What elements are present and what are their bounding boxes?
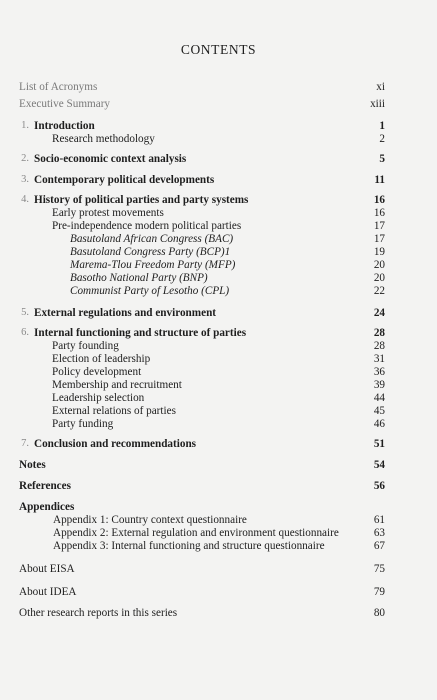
toc-page-number: 44: [373, 392, 385, 404]
toc-page-number: 16: [373, 194, 385, 206]
toc-row: [0, 119, 437, 133]
toc-row: [0, 500, 437, 514]
toc-entry-label: Introduction: [34, 120, 95, 132]
toc-row: [0, 206, 437, 220]
toc-entry-label: References: [19, 480, 71, 492]
toc-entry-label: Pre-independence modern political parties: [52, 220, 242, 232]
toc-entry-label: Membership and recruitment: [52, 379, 182, 391]
toc-row: [0, 245, 437, 259]
toc-page-number: xi: [376, 81, 385, 93]
toc-page-number: 11: [374, 174, 385, 186]
toc-row: [0, 417, 437, 431]
toc-entry-label: External relations of parties: [52, 405, 176, 417]
toc-entry-label: Basutoland Congress Party (BCP)1: [70, 246, 231, 258]
toc-entry-label: Notes: [19, 459, 46, 471]
toc-section-number: 3.: [21, 174, 29, 185]
toc-section-number: 4.: [21, 194, 29, 205]
toc-row: [0, 479, 437, 493]
toc-page-number: 31: [373, 353, 385, 365]
toc-entry-label: Party founding: [52, 340, 119, 352]
toc-row: [0, 193, 437, 207]
toc-entry-label: Appendix 1: Country context questionnaire: [53, 514, 247, 526]
toc-row: [0, 271, 437, 285]
toc-row: [0, 173, 437, 187]
toc-entry-label: History of political parties and party systems: [34, 194, 249, 206]
toc-page-number: 63: [373, 527, 385, 539]
toc-entry-label: Appendix 2: External regulation and environment questionnaire: [53, 527, 339, 539]
toc-section-number: 6.: [21, 327, 29, 338]
toc-entry-label: List of Acronyms: [19, 81, 98, 93]
toc-row: [0, 437, 437, 451]
toc-page-number: 19: [373, 246, 385, 258]
toc-row: [0, 339, 437, 353]
toc-page-number: 1: [379, 120, 385, 132]
toc-page-number: 67: [373, 540, 385, 552]
toc-page-number: 28: [373, 340, 385, 352]
toc-row: [0, 404, 437, 418]
toc-section-number: 7.: [21, 438, 29, 449]
toc-entry-label: Other research reports in this series: [19, 607, 178, 619]
toc-entry-label: Policy development: [52, 366, 142, 378]
toc-row: [0, 365, 437, 379]
toc-row: [0, 513, 437, 527]
toc-entry-label: Marema-Tlou Freedom Party (MFP): [70, 259, 236, 271]
toc-page-number: 51: [373, 438, 385, 450]
toc-row: [0, 391, 437, 405]
toc-row: [0, 326, 437, 340]
toc-entry-label: Party funding: [52, 418, 114, 430]
toc-page-number: xiii: [370, 98, 385, 110]
toc-page-number: 61: [373, 514, 385, 526]
toc-page-number: 36: [373, 366, 385, 378]
toc-page-number: 20: [373, 259, 385, 271]
toc-page-number: 80: [373, 607, 385, 619]
toc-entry-label: Contemporary political developments: [34, 174, 215, 186]
toc-page-number: 17: [373, 220, 385, 232]
toc-page-number: 16: [373, 207, 385, 219]
toc-row: [0, 458, 437, 472]
toc-entry-label: Internal functioning and structure of parties: [34, 327, 247, 339]
toc-page-number: 20: [373, 272, 385, 284]
toc-section-number: 2.: [21, 153, 29, 164]
toc-page-number: 39: [373, 379, 385, 391]
toc-page-number: 54: [373, 459, 385, 471]
toc-row: [0, 80, 437, 94]
toc-page-number: 24: [373, 307, 385, 319]
toc-row: [0, 562, 437, 576]
toc-entry-label: Research methodology: [52, 133, 155, 145]
toc-section-number: 1.: [21, 120, 29, 131]
toc-entry-label: Conclusion and recommendations: [34, 438, 197, 450]
toc-entry-label: Basotho National Party (BNP): [70, 272, 208, 284]
toc-page-number: 79: [373, 586, 385, 598]
toc-row: [0, 539, 437, 553]
toc-entry-label: Socio-economic context analysis: [34, 153, 187, 165]
toc-row: [0, 232, 437, 246]
toc-row: [0, 152, 437, 166]
page-title: CONTENTS: [180, 42, 257, 57]
toc-page-number: 22: [373, 285, 385, 297]
toc-page-number: 5: [379, 153, 385, 165]
toc-entry-label: External regulations and environment: [34, 307, 217, 319]
toc-entry-label: Communist Party of Lesotho (CPL): [70, 285, 230, 297]
toc-row: [0, 606, 437, 620]
toc-page-number: 2: [379, 133, 385, 145]
toc-page-number: 56: [373, 480, 385, 492]
toc-entry-label: Election of leadership: [52, 353, 151, 365]
toc-row: [0, 284, 437, 298]
toc-page-number: 17: [373, 233, 385, 245]
toc-entry-label: Appendix 3: Internal functioning and structure questionnaire: [53, 540, 325, 552]
toc-row: [0, 258, 437, 272]
toc-page-number: 28: [373, 327, 385, 339]
toc-row: [0, 306, 437, 320]
toc-row: [0, 585, 437, 599]
toc-row: [0, 97, 437, 111]
toc-row: [0, 352, 437, 366]
toc-row: [0, 526, 437, 540]
toc-entry-label: Executive Summary: [19, 98, 111, 110]
toc-row: [0, 132, 437, 146]
toc-entry-label: Early protest movements: [52, 207, 164, 219]
toc-page-number: 46: [373, 418, 385, 430]
toc-entry-label: Leadership selection: [52, 392, 145, 404]
toc-entry-label: About EISA: [19, 563, 75, 575]
toc-section-number: 5.: [21, 307, 29, 318]
toc-entry-label: About IDEA: [19, 586, 77, 598]
toc-page-number: 75: [373, 563, 385, 575]
toc-entry-label: Appendices: [19, 501, 75, 513]
toc-page-number: 45: [373, 405, 385, 417]
toc-row: [0, 378, 437, 392]
toc-entry-label: Basutoland African Congress (BAC): [70, 233, 234, 245]
toc-row: [0, 219, 437, 233]
